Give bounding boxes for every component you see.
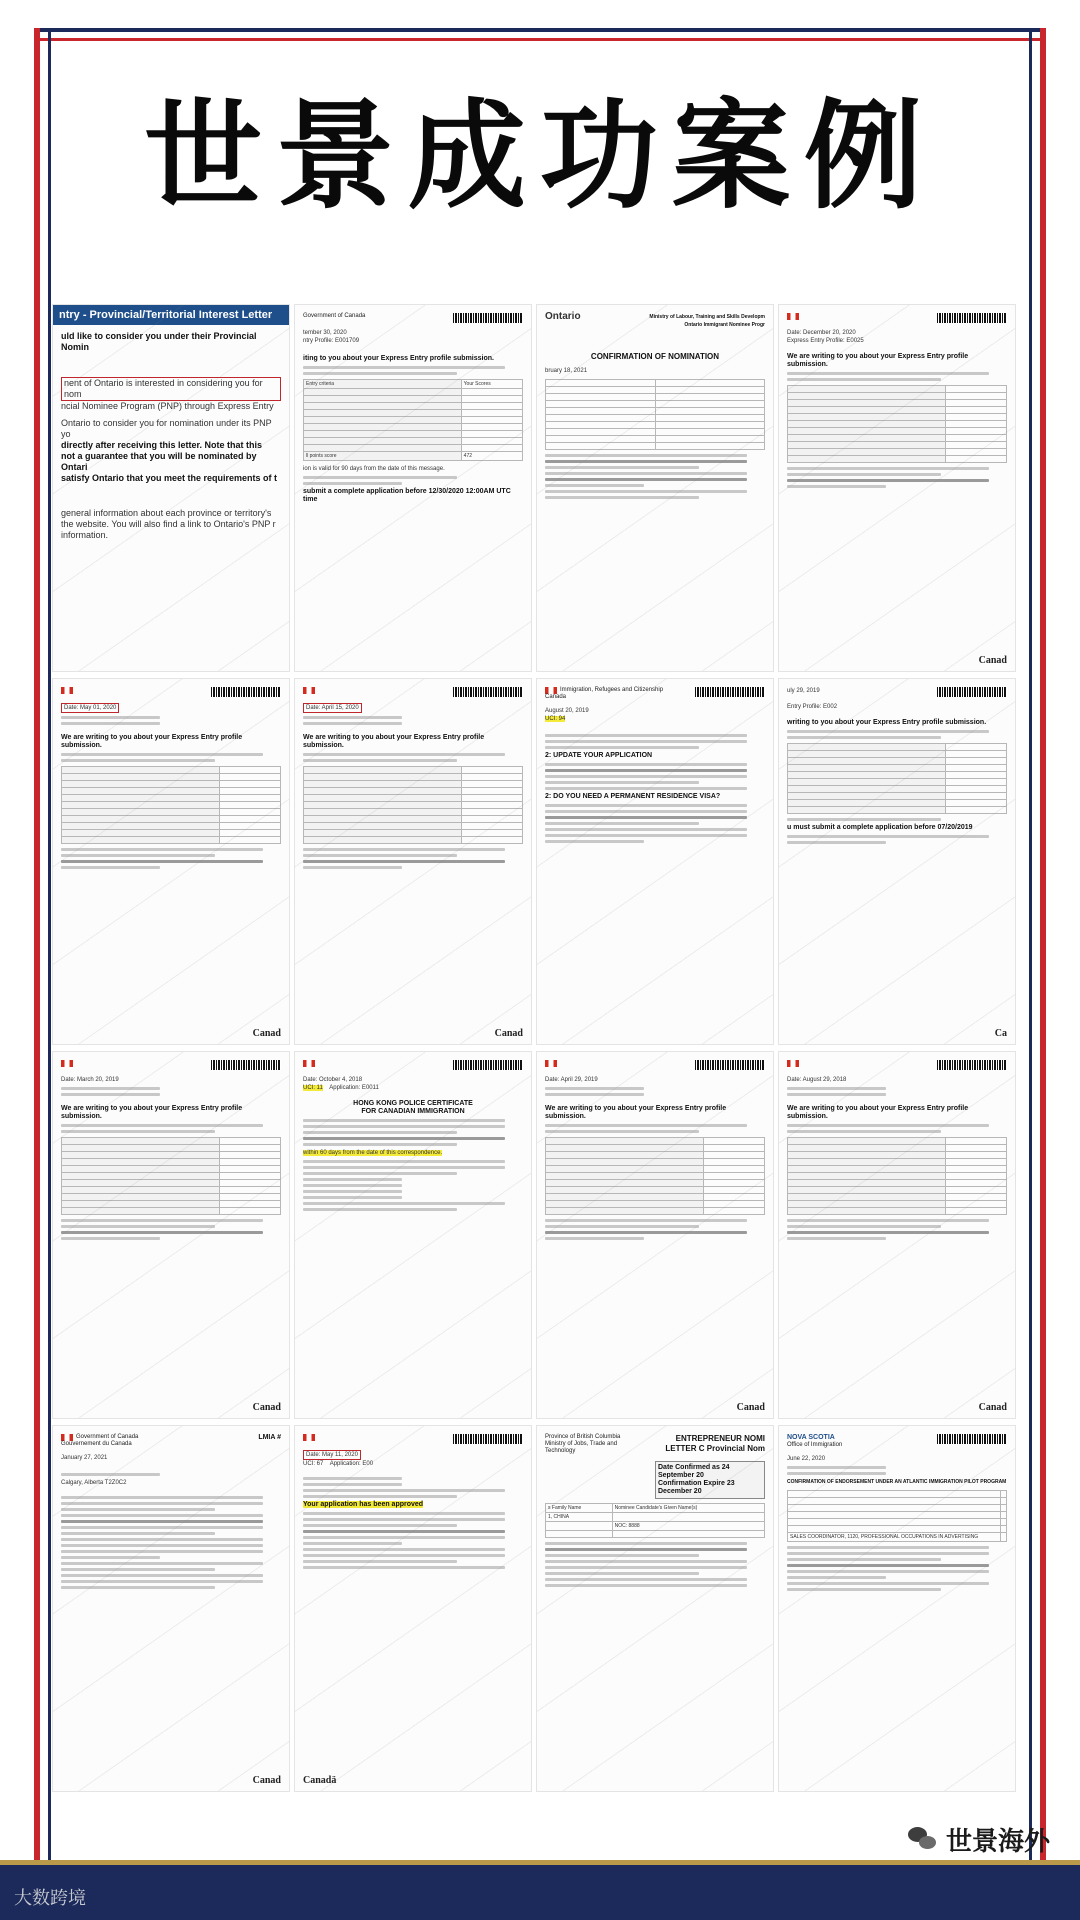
doc-express-entry-ita-2020-05 <box>52 678 290 1046</box>
document-grid <box>52 304 1016 1792</box>
doc-confirm-box: Date Confirmed as 24 September 20 Confirmation Expire 23 December 20 <box>655 1461 765 1499</box>
doc-date: January 27, 2021 <box>61 1454 108 1461</box>
score-table <box>61 1137 281 1215</box>
doc-hong-kong-police-certificate <box>294 1051 532 1419</box>
doc-agency <box>61 687 76 694</box>
doc-agency: Ontario Immigrant Nominee Progr <box>684 322 765 328</box>
score-table <box>61 766 281 844</box>
doc-date: tember 30, 2020 <box>303 330 347 336</box>
brand-name: 世景海外 <box>945 1826 1050 1856</box>
doc-date: Date: May 11, 2020 <box>303 1450 523 1460</box>
doc-notice: Your application has been approved <box>303 1500 424 1508</box>
doc-text: ncial Nominee Program (PNP) through Express Entry <box>61 401 274 411</box>
doc-heading: HONG KONG POLICE CERTIFICATE <box>353 1100 473 1107</box>
score-table: Entry criteria Your Scores ll points score 472 <box>303 379 523 461</box>
doc-date: Date: October 4, 2018 <box>303 1077 363 1083</box>
doc-pr-approval-letter <box>294 1425 532 1793</box>
doc-ontario-confirmation-nomination <box>536 304 774 672</box>
wechat-icon <box>908 1827 938 1853</box>
ontario-logo: Ontario <box>545 311 581 322</box>
frame-left-navy-stripe <box>48 28 51 1880</box>
doc-heading: CONFIRMATION OF ENDORSEMENT UNDER AN ATLANTIC IMMIGRATION PILOT PROGRAM <box>787 1478 1007 1485</box>
doc-express-entry-ita-2019-03 <box>52 1051 290 1419</box>
doc-text: general information about each province or territory's <box>61 508 272 518</box>
doc-express-entry-ita-2020-09 <box>294 304 532 672</box>
canada-wordmark: Canad <box>736 1401 765 1413</box>
doc-express-entry-ita-2019-07 <box>778 678 1016 1046</box>
doc-date: Date: May 01, 2020 <box>61 703 281 713</box>
doc-heading: We are writing to you about your Express Entry profile submission. <box>787 1105 969 1120</box>
barcode <box>211 687 281 697</box>
canada-wordmark: Canad <box>252 1028 281 1039</box>
doc-text: directly after receiving this letter. Note that this <box>61 440 263 450</box>
doc-banner: ntry - Provincial/Territorial Interest Letter <box>53 305 289 325</box>
page-title: 世景成功案例 <box>143 87 936 225</box>
barcode <box>937 1434 1007 1444</box>
watermark <box>295 1426 531 1792</box>
doc-express-entry-ita-2020-12 <box>778 304 1016 672</box>
barcode <box>453 687 523 697</box>
barcode <box>937 1060 1007 1070</box>
frame-top-bar <box>34 28 1046 32</box>
doc-agency <box>303 1060 318 1067</box>
frame-right-navy-stripe <box>1029 28 1032 1880</box>
barcode <box>695 1060 765 1070</box>
frame-left-red-stripe <box>34 28 40 1880</box>
footer-bar <box>0 1860 1080 1920</box>
barcode <box>453 1060 523 1070</box>
barcode <box>453 1434 523 1444</box>
doc-date: Date: August 29, 2018 <box>787 1077 847 1083</box>
watermark <box>779 679 1015 1045</box>
score-table <box>787 743 1007 814</box>
doc-text: Ontario to consider you for nomination under its PNP yo <box>61 418 272 439</box>
doc-date: bruary 18, 2021 <box>545 368 588 374</box>
doc-heading: We are writing to you about your Express Entry profile submission. <box>545 1105 727 1120</box>
doc-text: not a guarantee that you will be nominated by Ontari <box>61 451 257 472</box>
doc-profile: Entry Profile: E002 <box>787 703 838 710</box>
doc-heading: 2: UPDATE YOUR APPLICATION <box>545 751 653 759</box>
footer-brand: 大数跨境 <box>14 1888 86 1908</box>
doc-nova-scotia-aip-endorsement <box>778 1425 1016 1793</box>
doc-heading: We are writing to you about your Express Entry profile submission. <box>61 733 243 749</box>
doc-agency <box>303 1434 318 1441</box>
score-table <box>303 766 523 844</box>
doc-agency <box>787 1060 802 1067</box>
doc-text: satisfy Ontario that you meet the requirements of t <box>61 473 278 483</box>
doc-date: Date: March 20, 2019 <box>61 1077 119 1083</box>
frame-top-bar-red <box>34 38 1046 41</box>
doc-profile: Express Entry Profile: E0025 <box>787 338 864 344</box>
brand-badge <box>908 1821 1050 1858</box>
doc-ids: UCI: 67 Application: E00 <box>303 1460 374 1467</box>
footer-gold-line <box>0 1860 1080 1865</box>
doc-agency <box>303 687 318 694</box>
endorsement-table: SALES COORDINATOR, 1120, PROFESSIONAL OCCUPATIONS IN ADVERTISING <box>787 1490 1007 1542</box>
canada-wordmark: Ca <box>994 1028 1007 1039</box>
canada-wordmark: Canad <box>252 1775 281 1786</box>
doc-ircc-update-application <box>536 678 774 1046</box>
doc-bc-pnp-entrepreneur <box>536 1425 774 1793</box>
doc-agency: Province of British Columbia Ministry of Jobs, Trade and Technology <box>545 1433 621 1454</box>
doc-date: Date: December 20, 2020 <box>787 330 856 336</box>
barcode <box>695 687 765 697</box>
doc-agency <box>545 1060 560 1067</box>
barcode <box>937 313 1007 323</box>
doc-deadline: submit a complete application before 12/30/2020 12:00AM UTC time <box>303 488 511 503</box>
doc-address: Calgary, Alberta T2Z0C2 <box>61 1479 127 1486</box>
doc-heading: iting to you about your Express Entry profile submission. <box>303 355 494 362</box>
doc-agency: Government of Canada Gouvernement du Canada <box>61 1433 139 1447</box>
doc-ids: UCI: 11 Application: E0011 <box>303 1085 379 1091</box>
doc-text: ion is valid for 90 days from the date of this message. <box>303 466 445 472</box>
doc-express-entry-ita-2019-04 <box>536 1051 774 1419</box>
doc-heading: 2: DO YOU NEED A PERMANENT RESIDENCE VISA? <box>545 792 721 800</box>
doc-agency: Government of Canada <box>303 313 366 319</box>
doc-heading: writing to you about your Express Entry profile submission. <box>787 718 987 726</box>
doc-heading: We are writing to you about your Express Entry profile submission. <box>61 1105 243 1120</box>
frame-right-red-stripe <box>1040 28 1046 1880</box>
doc-date: June 22, 2020 <box>787 1455 826 1462</box>
doc-date: August 20, 2019 <box>545 707 589 714</box>
doc-agency: Ministry of Labour, Training and Skills Developm <box>649 314 765 320</box>
doc-express-entry-ita-2018-08 <box>778 1051 1016 1419</box>
canada-wordmark: Canadä <box>303 1775 337 1786</box>
doc-heading: We are writing to you about your Express Entry profile submission. <box>787 353 969 368</box>
doc-text: information. <box>61 530 109 540</box>
barcode <box>211 1060 281 1070</box>
doc-date: Date: April 29, 2019 <box>545 1077 598 1083</box>
doc-text: the website. You will also find a link to Ontario's PNP r <box>61 519 276 529</box>
doc-lmia-letter <box>52 1425 290 1793</box>
score-table <box>545 1137 765 1215</box>
doc-agency <box>787 313 802 320</box>
score-table <box>787 1137 1007 1215</box>
doc-ontario-interest-letter <box>52 304 290 672</box>
barcode <box>937 687 1007 697</box>
doc-agency: NOVA SCOTIA Office of Immigration <box>787 1433 843 1448</box>
doc-text: uld like to consider you under their Provincial Nomin <box>61 331 257 352</box>
doc-deadline: u must submit a complete application before 07/20/2019 <box>787 823 973 831</box>
doc-heading: We are writing to you about your Express Entry profile submission. <box>303 733 485 749</box>
doc-profile: ntry Profile: E001709 <box>303 338 360 344</box>
doc-note: within 60 days from the date of this correspondence. <box>303 1150 443 1156</box>
canada-wordmark: Canad <box>978 654 1007 666</box>
doc-text: nent of Ontario is interested in considering you for nom <box>61 377 281 401</box>
doc-uci: UCI: 94 <box>545 715 566 722</box>
doc-date: uly 29, 2019 <box>787 687 820 694</box>
doc-agency <box>61 1060 76 1067</box>
doc-date: Date: April 15, 2020 <box>303 703 523 713</box>
barcode <box>453 313 523 323</box>
canada-wordmark: Canad <box>494 1028 523 1039</box>
nominee-table: s Family Name Nominee Candidate's Given Name(s) 1, CHINA NOC: 8888 <box>545 1503 765 1538</box>
doc-lmia: LMIA # <box>258 1433 281 1441</box>
canada-wordmark: Canad <box>252 1401 281 1413</box>
doc-heading: CONFIRMATION OF NOMINATION <box>590 352 720 361</box>
doc-agency: Immigration, Refugees and Citizenship Canada <box>545 686 664 700</box>
doc-express-entry-ita-2020-04 <box>294 678 532 1046</box>
nomination-table <box>545 379 765 450</box>
doc-heading: ENTREPRENEUR NOMI LETTER C Provincial Nom <box>665 1433 765 1453</box>
canada-wordmark: Canad <box>978 1401 1007 1413</box>
doc-heading: FOR CANADIAN IMMIGRATION <box>361 1108 465 1115</box>
score-table <box>787 385 1007 463</box>
